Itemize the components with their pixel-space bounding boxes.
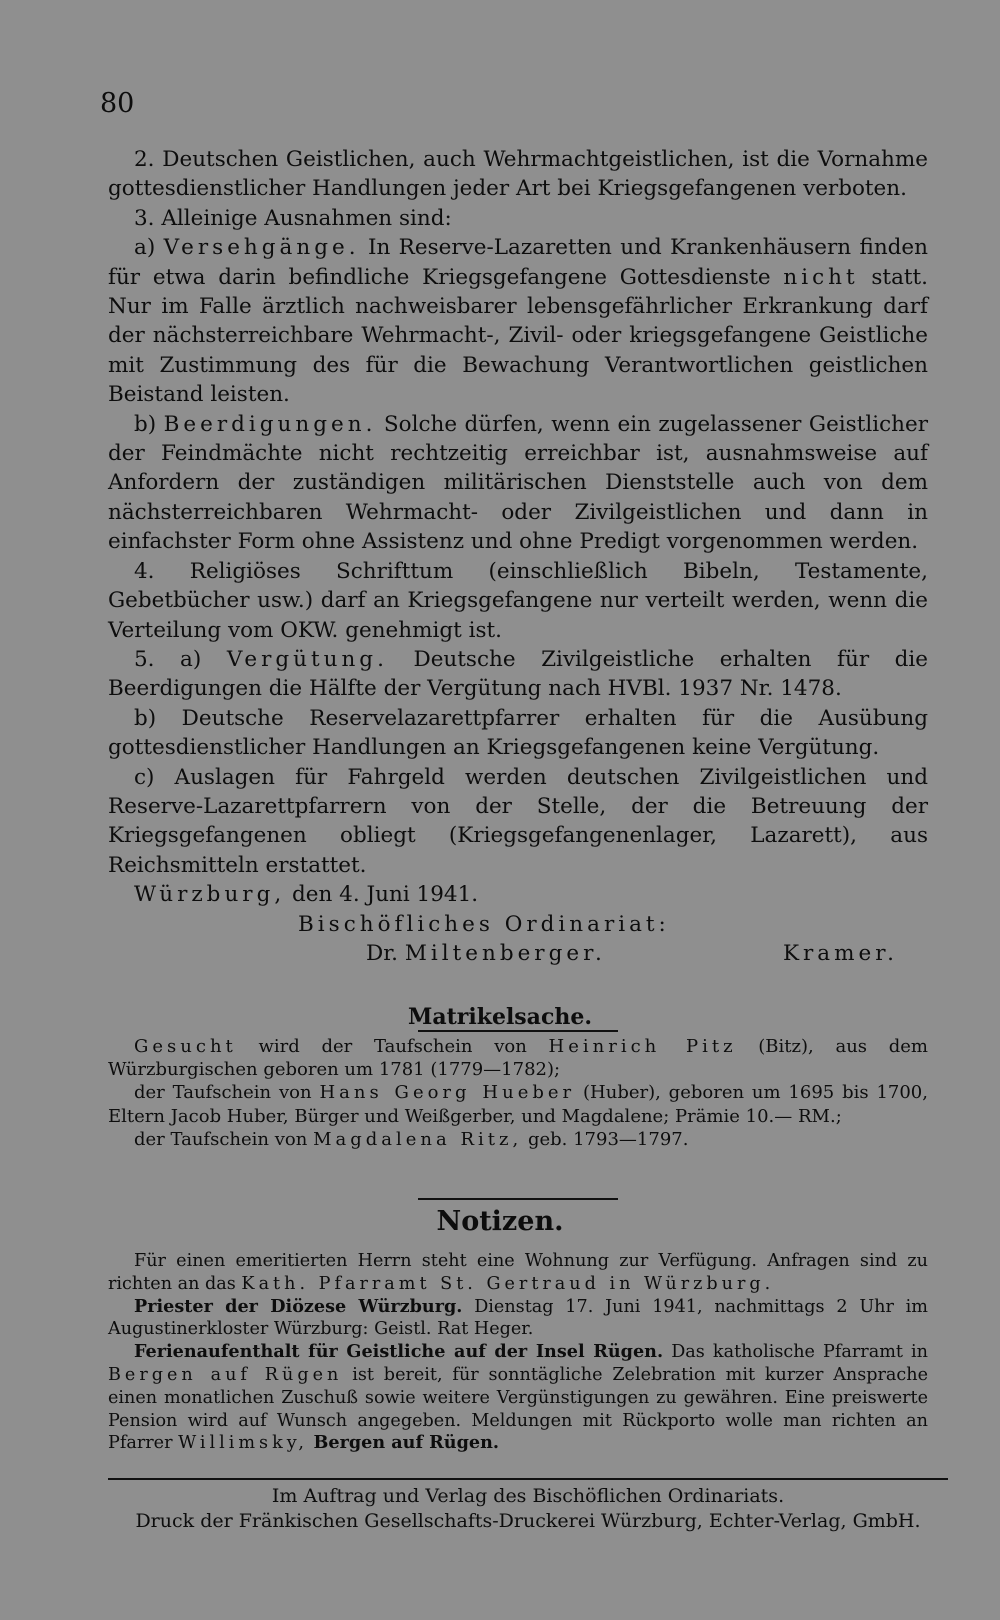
- matrikel-entry: [108, 1081, 928, 1127]
- matrikel-entry: [108, 1128, 928, 1151]
- notice-heading: Ferienaufenthalt für Geistliche auf der Insel Rügen.: [134, 1341, 664, 1363]
- date: den 4. Juni 1941.: [292, 882, 479, 908]
- notice: [108, 1296, 928, 1342]
- matrikel-entry: [108, 1035, 928, 1081]
- divider: [418, 1030, 618, 1032]
- paragraph-5b: b) Deutsche Reservelazarettpfarrer erhalten für die Ausübung gottesdienstlicher Handlungen an Kriegsgefangenen keine Vergütung.: [108, 705, 928, 761]
- spaced-term: Kath. Pfarramt St. Gertraud in Würzburg.: [241, 1273, 775, 1294]
- signatures: [366, 939, 928, 968]
- notice-text: Dienstag 17. Juni 1941, nachmittags 2 Uhr im Augustinerkloster Würzburg: Geistl. Rat Heger.: [108, 1296, 928, 1340]
- notizen-section: [108, 1250, 928, 1455]
- spaced-term: Gesucht: [134, 1036, 237, 1057]
- notice: [108, 1341, 928, 1455]
- paragraph-3a: [108, 233, 928, 409]
- paragraph-2: 2. Deutschen Geistlichen, auch Wehrmachtgeistlichen, ist die Vornahme gottesdienstlicher Handlungen jeder Art bei Kriegsgefangenen verboten.: [108, 147, 928, 202]
- paragraph-3b: [108, 410, 928, 557]
- paragraph-4: 4. Religiöses Schrifttum (einschließlich Bibeln, Testamente, Gebetbücher usw.) darf an Kriegsgefangene nur verteilt werden, wenn die Verteilung vom OKW. genehmigt ist.: [108, 558, 928, 643]
- person-name: Willimsky,: [178, 1433, 308, 1454]
- title-prefix: Dr.: [366, 940, 398, 966]
- signature-right: Kramer.: [782, 940, 898, 966]
- spaced-term: nicht: [783, 264, 859, 290]
- footer-printer: Druck der Fränkischen Gesellschafts-Druckerei Würzburg, Echter-Verlag, GmbH.: [135, 1510, 921, 1532]
- paragraph-text: statt. Nur im Falle ärztlich nachweisbarer lebensgefährlicher Erkrankung darf der nächsterreichbare Wehrmacht-, Zivil- oder kriegsgefangene Geistliche mit Zustimmung des für die Bewachung Verantwortlichen geistlichen Beistand leisten.: [108, 264, 928, 408]
- name: Miltenberger.: [404, 940, 606, 966]
- paragraph-text: In Reserve-Lazaretten und Krankenhäusern finden für etwa darin befindliche Kriegsgefangene Gottesdienste: [108, 235, 929, 290]
- spaced-term: Vergütung.: [226, 646, 388, 672]
- person-name: Heinrich Pitz: [548, 1036, 737, 1057]
- paragraph-5a: [108, 645, 928, 704]
- main-text: [108, 145, 928, 968]
- entry-text: wird der Taufschein von: [258, 1036, 527, 1057]
- place: Würzburg,: [134, 882, 286, 908]
- paragraph-text: Solche dürfen, wenn ein zugelassener Geistlicher der Feindmächte nicht rechtzeitig erreichbar ist, ausnahmsweise auf Anfordern der zuständigen militärischen Dienststelle auch von dem nächsterreichbaren Wehrmacht- oder Zivilgeistlichen und dann in einfachster Form ohne Assistenz und ohne Predigt vorgenommen werden.: [108, 411, 928, 555]
- entry-text: (Huber), geboren um 1695 bis 1700, Eltern Jacob Huber, Bürger und Weißgerber, und Magdalene; Prämie 10.— RM.;: [108, 1082, 928, 1127]
- office-name: Bischöfliches Ordinariat:: [298, 911, 670, 937]
- section-title-matrikel: Matrikelsache.: [407, 1004, 592, 1030]
- paragraph-5c: c) Auslagen für Fahrgeld werden deutschen Zivilgeistlichen und Reserve-Lazarettpfarrern von der Stelle, der die Betreuung der Kriegsgefangenen obliegt (Kriegsgefangenenlager, Lazarett), aus Reichsmitteln erstattet.: [108, 764, 928, 878]
- item-label: 5. a): [134, 646, 202, 672]
- entry-text: der Taufschein von: [134, 1082, 312, 1104]
- notice: [108, 1250, 928, 1296]
- paragraph-text: Deutsche Zivilgeistliche erhalten für die Beerdigungen die Hälfte der Vergütung nach HVBl. 1937 Nr. 1478.: [108, 646, 929, 702]
- footer-publisher: Im Auftrag und Verlag des Bischöflichen Ordinariats.: [271, 1485, 785, 1507]
- entry-text: (Bitz), aus dem Würzburgischen geboren um 1781 (1779—1782);: [108, 1036, 928, 1081]
- spaced-term: Beerdigungen.: [163, 411, 377, 437]
- matrikel-section: [108, 1035, 928, 1151]
- signature-left: [366, 939, 636, 968]
- item-label: b): [134, 411, 157, 437]
- section-title-notizen: Notizen.: [436, 1206, 564, 1237]
- item-label: a): [134, 235, 156, 261]
- entry-text: geb. 1793—1797.: [527, 1128, 689, 1150]
- page-number: 80: [100, 88, 135, 119]
- notice-heading: Priester der Diözese Würzburg.: [134, 1295, 463, 1317]
- notice-text: Bergen auf Rügen.: [313, 1432, 499, 1454]
- person-name: Hans Georg Hueber: [319, 1082, 576, 1104]
- entry-text: der Taufschein von: [134, 1128, 308, 1150]
- paragraph-3: 3. Alleinige Ausnahmen sind:: [134, 205, 452, 231]
- spaced-term: Versehgänge.: [163, 235, 360, 261]
- notice-text: ist bereit, für sonntägliche Zelebration mit kurzer Ansprache einen monatlichen Zuschuß sowie weitere Vergünstigungen zu gewähren. Eine preiswerte Pension wird auf Wunsch angegeben. Meldungen mit Rückporto wolle man richten an Pfarrer: [108, 1364, 929, 1454]
- spaced-term: Bergen auf Rügen: [108, 1364, 343, 1385]
- footer-divider: [108, 1478, 948, 1480]
- date-line: [108, 880, 928, 909]
- divider: [418, 1198, 618, 1200]
- notice-text: Das katholische Pfarramt in: [671, 1342, 928, 1363]
- notice-text: Für einen emeritierten Herrn steht eine Wohnung zur Verfügung. Anfragen sind zu richten an das: [108, 1251, 928, 1294]
- person-name: Magdalena Ritz,: [313, 1128, 523, 1150]
